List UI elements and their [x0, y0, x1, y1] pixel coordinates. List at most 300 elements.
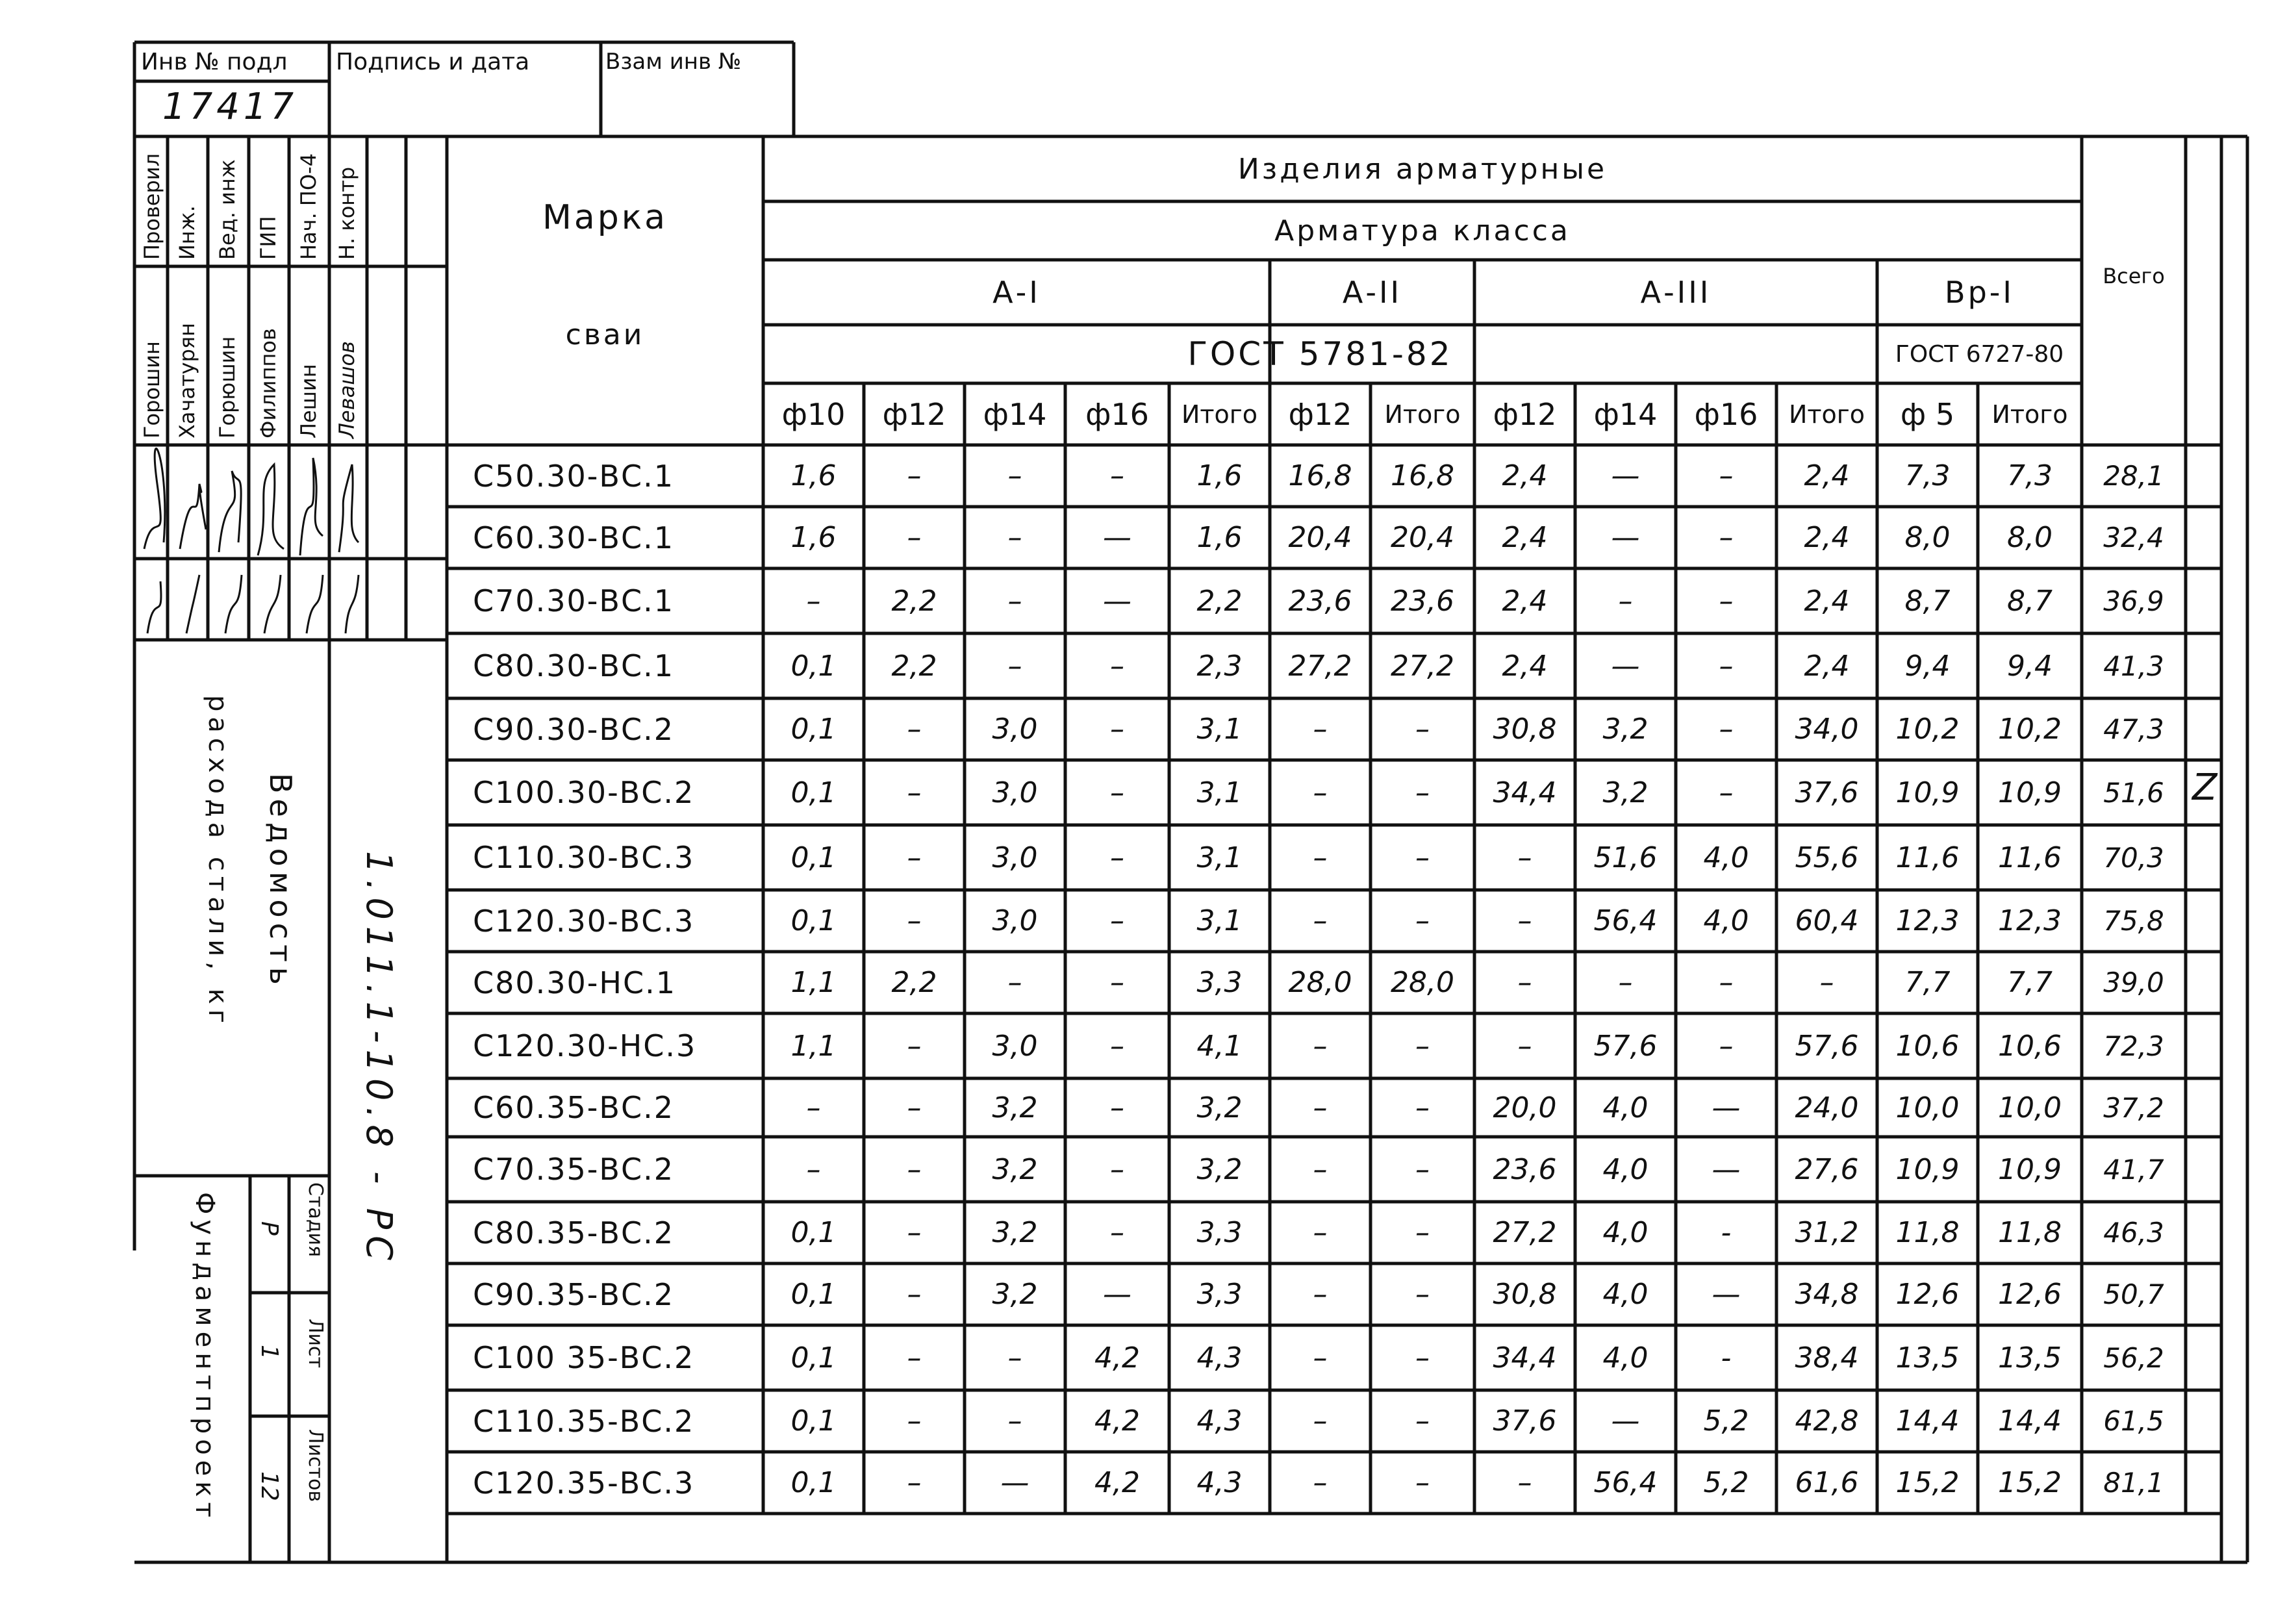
- pile-mark-cell: С100 35-ВС.2: [473, 1340, 695, 1375]
- value-cell: 27,6: [1795, 1152, 1859, 1186]
- value-cell: –: [907, 1091, 922, 1124]
- column-header: Итого: [1788, 400, 1865, 429]
- column-header: Итого: [1181, 400, 1258, 429]
- value-cell: 1,1: [790, 1029, 837, 1063]
- value-cell: –: [806, 1152, 821, 1186]
- margin-mark: Z: [2192, 767, 2218, 809]
- sheets-label: Листов: [304, 1429, 327, 1503]
- value-cell: –: [1415, 1278, 1430, 1311]
- pile-mark-cell: С90.35-ВС.2: [473, 1276, 674, 1312]
- total-cell: 47,3: [2103, 713, 2164, 745]
- value-cell: –: [1313, 1341, 1328, 1375]
- total-cell: 50,7: [2103, 1278, 2164, 1310]
- value-cell: 0,1: [790, 1216, 837, 1249]
- value-cell: –: [1007, 584, 1022, 618]
- role-lead-engineer: Вед. инж: [215, 159, 240, 260]
- value-cell: 7,3: [2007, 459, 2053, 492]
- pile-mark-cell: С110.30-ВС.3: [473, 840, 695, 875]
- value-cell: 15,2: [1895, 1466, 1960, 1499]
- value-cell: 12,6: [1895, 1278, 1960, 1311]
- value-cell: –: [1517, 1029, 1532, 1063]
- value-cell: 27,2: [1288, 649, 1352, 683]
- value-cell: 8,0: [2007, 521, 2053, 554]
- value-cell: —: [1103, 1278, 1131, 1311]
- value-cell: 0,1: [790, 1404, 837, 1438]
- value-cell: –: [1110, 1216, 1124, 1249]
- value-cell: 0,1: [790, 1341, 837, 1375]
- value-cell: 1,6: [1196, 521, 1243, 554]
- value-cell: 34,8: [1795, 1278, 1859, 1311]
- class-a1: А-I: [992, 275, 1041, 310]
- class-header: Арматура класса: [1274, 214, 1571, 247]
- column-header: ф14: [983, 396, 1047, 432]
- value-cell: 3,2: [992, 1091, 1038, 1124]
- value-cell: –: [1110, 649, 1124, 683]
- value-cell: 10,2: [1998, 713, 2062, 746]
- value-cell: 37,6: [1493, 1404, 1557, 1438]
- value-cell: –: [1719, 1029, 1734, 1063]
- org-name: Фундаментпроект: [190, 1192, 220, 1523]
- value-cell: 4,3: [1196, 1404, 1243, 1438]
- value-cell: –: [1007, 1341, 1022, 1375]
- value-cell: –: [1819, 966, 1834, 999]
- total-cell: 39,0: [2103, 967, 2164, 998]
- podpis-data-label: Подпись и дата: [336, 49, 530, 75]
- pile-mark-cell: С100.30-ВС.2: [473, 775, 695, 810]
- value-cell: –: [907, 1341, 922, 1375]
- column-header: ф14: [1593, 396, 1658, 432]
- value-cell: –: [1618, 966, 1633, 999]
- value-cell: 8,7: [2007, 584, 2053, 618]
- value-cell: –: [907, 1152, 922, 1186]
- value-cell: –: [1110, 1091, 1124, 1124]
- value-cell: –: [907, 1216, 922, 1249]
- value-cell: 10,9: [1895, 1152, 1960, 1186]
- mark-header-line1: Марка: [542, 198, 668, 237]
- value-cell: —: [1611, 1404, 1640, 1438]
- column-header: ф16: [1694, 396, 1758, 432]
- value-cell: –: [1618, 584, 1633, 618]
- value-cell: 11,6: [1998, 841, 2062, 874]
- value-cell: –: [1719, 459, 1734, 492]
- sheet-value: 1: [256, 1345, 283, 1360]
- value-cell: 56,4: [1593, 1466, 1658, 1499]
- pile-mark-cell: С120.30-ВС.3: [473, 903, 695, 939]
- sheet-label: Лист: [304, 1319, 327, 1369]
- value-cell: 0,1: [790, 841, 837, 874]
- value-cell: —: [1712, 1091, 1741, 1124]
- value-cell: 23,6: [1391, 584, 1454, 618]
- value-cell: –: [907, 1278, 922, 1311]
- value-cell: –: [1517, 966, 1532, 999]
- value-cell: 4,2: [1094, 1466, 1140, 1499]
- value-cell: –: [907, 1404, 922, 1438]
- value-cell: 2,4: [1804, 649, 1850, 683]
- value-cell: 10,6: [1895, 1029, 1960, 1063]
- value-cell: 2,2: [1196, 584, 1243, 618]
- pile-mark-cell: С110.35-ВС.2: [473, 1403, 695, 1439]
- value-cell: 3,3: [1196, 1278, 1243, 1311]
- value-cell: –: [1415, 1404, 1430, 1438]
- value-cell: –: [1415, 1341, 1430, 1375]
- value-cell: 51,6: [1593, 841, 1658, 874]
- value-cell: –: [1007, 1404, 1022, 1438]
- value-cell: 37,6: [1795, 776, 1859, 809]
- value-cell: 30,8: [1493, 1278, 1557, 1311]
- value-cell: 3,2: [1602, 776, 1649, 809]
- value-cell: 16,8: [1288, 459, 1352, 492]
- value-cell: 10,0: [1998, 1091, 2062, 1124]
- column-header: ф12: [882, 396, 946, 432]
- value-cell: 4,0: [1602, 1278, 1649, 1311]
- role-norm-control: Н. контр: [335, 166, 359, 260]
- value-cell: 30,8: [1493, 713, 1557, 746]
- value-cell: 2,2: [891, 966, 937, 999]
- class-a3: А-III: [1640, 275, 1712, 310]
- gost-bp: ГОСТ 6727-80: [1895, 340, 2064, 368]
- value-cell: 3,2: [1196, 1152, 1243, 1186]
- role-checked: Проверил: [140, 153, 164, 260]
- value-cell: 1,6: [790, 459, 837, 492]
- value-cell: –: [1007, 649, 1022, 683]
- total-cell: 81,1: [2103, 1467, 2164, 1499]
- value-cell: –: [1313, 776, 1328, 809]
- value-cell: 0,1: [790, 776, 837, 809]
- value-cell: 8,0: [1904, 521, 1951, 554]
- inv-podl-label: Инв № подл: [141, 49, 288, 75]
- value-cell: 1,1: [790, 966, 837, 999]
- value-cell: 8,7: [1904, 584, 1951, 618]
- value-cell: –: [907, 841, 922, 874]
- value-cell: 20,4: [1288, 521, 1352, 554]
- value-cell: 5,2: [1703, 1466, 1749, 1499]
- class-bp1: Вр-I: [1945, 275, 2014, 310]
- pile-mark-cell: С60.35-ВС.2: [473, 1090, 674, 1125]
- value-cell: 4,0: [1602, 1091, 1649, 1124]
- vzam-inv-label: Взам инв №: [605, 49, 742, 75]
- value-cell: 3,1: [1196, 776, 1243, 809]
- value-cell: 27,2: [1391, 649, 1454, 683]
- value-cell: 16,8: [1391, 459, 1454, 492]
- value-cell: 2,4: [1502, 459, 1548, 492]
- value-cell: –: [1719, 776, 1734, 809]
- value-cell: 3,2: [1602, 713, 1649, 746]
- value-cell: 28,0: [1391, 966, 1454, 999]
- sheets-value: 12: [256, 1471, 283, 1501]
- value-cell: –: [1415, 1152, 1430, 1186]
- value-cell: –: [1719, 584, 1734, 618]
- value-cell: 0,1: [790, 713, 837, 746]
- value-cell: 12,6: [1998, 1278, 2062, 1311]
- value-cell: 2,4: [1502, 521, 1548, 554]
- value-cell: 23,6: [1493, 1152, 1557, 1186]
- value-cell: –: [1313, 841, 1328, 874]
- value-cell: –: [1415, 904, 1430, 937]
- value-cell: 3,0: [992, 904, 1038, 937]
- value-cell: 11,8: [1998, 1216, 2062, 1249]
- value-cell: 10,9: [1895, 776, 1960, 809]
- value-cell: 2,4: [1804, 521, 1850, 554]
- value-cell: –: [806, 1091, 821, 1124]
- value-cell: –: [1415, 1216, 1430, 1249]
- value-cell: 3,0: [992, 776, 1038, 809]
- value-cell: 28,0: [1288, 966, 1352, 999]
- value-cell: 24,0: [1795, 1091, 1859, 1124]
- value-cell: 3,2: [1196, 1091, 1243, 1124]
- value-cell: 34,4: [1493, 776, 1557, 809]
- value-cell: 57,6: [1593, 1029, 1658, 1063]
- value-cell: 4,0: [1602, 1216, 1649, 1249]
- value-cell: 10,6: [1998, 1029, 2062, 1063]
- value-cell: –: [907, 459, 922, 492]
- value-cell: 0,1: [790, 1278, 837, 1311]
- value-cell: 2,4: [1804, 459, 1850, 492]
- value-cell: –: [1415, 776, 1430, 809]
- value-cell: 1,6: [1196, 459, 1243, 492]
- value-cell: –: [907, 776, 922, 809]
- total-cell: 28,1: [2103, 460, 2164, 492]
- column-header: ф 5: [1900, 396, 1955, 432]
- value-cell: 12,3: [1895, 904, 1960, 937]
- value-cell: 3,1: [1196, 713, 1243, 746]
- value-cell: 10,9: [1998, 1152, 2062, 1186]
- total-cell: 61,5: [2103, 1405, 2164, 1437]
- pile-mark-cell: С80.30-ВС.1: [473, 648, 674, 683]
- value-cell: –: [907, 713, 922, 746]
- value-cell: 27,2: [1493, 1216, 1557, 1249]
- value-cell: –: [1110, 459, 1124, 492]
- value-cell: 4,3: [1196, 1466, 1243, 1499]
- value-cell: 10,0: [1895, 1091, 1960, 1124]
- value-cell: 10,9: [1998, 776, 2062, 809]
- stage-label: Стадия: [304, 1182, 327, 1258]
- value-cell: –: [1313, 1091, 1328, 1124]
- value-cell: 2,4: [1502, 584, 1548, 618]
- value-cell: –: [1110, 841, 1124, 874]
- value-cell: 20,0: [1493, 1091, 1557, 1124]
- value-cell: –: [1313, 713, 1328, 746]
- value-cell: –: [1313, 1278, 1328, 1311]
- doc-code: 1.011.1-10.8 - РС: [359, 851, 399, 1267]
- value-cell: 9,4: [2007, 649, 2053, 683]
- value-cell: 7,3: [1904, 459, 1951, 492]
- value-cell: 61,6: [1795, 1466, 1859, 1499]
- value-cell: 7,7: [1904, 966, 1951, 999]
- value-cell: –: [907, 1029, 922, 1063]
- total-cell: 72,3: [2103, 1030, 2164, 1062]
- title-line1: Ведомость: [263, 773, 298, 990]
- value-cell: 3,3: [1196, 1216, 1243, 1249]
- value-cell: 4,0: [1703, 904, 1749, 937]
- value-cell: —: [1000, 1466, 1030, 1499]
- column-header: ф12: [1288, 396, 1352, 432]
- value-cell: 2,3: [1196, 649, 1243, 683]
- value-cell: 12,3: [1998, 904, 2062, 937]
- class-a2: А-II: [1342, 275, 1402, 310]
- value-cell: 14,4: [1998, 1404, 2062, 1438]
- value-cell: 34,4: [1493, 1341, 1557, 1375]
- pile-mark-cell: С70.30-ВС.1: [473, 583, 674, 618]
- value-cell: –: [1415, 1466, 1430, 1499]
- value-cell: 38,4: [1795, 1341, 1859, 1375]
- value-cell: –: [1313, 1216, 1328, 1249]
- name-filippov: Филиппов: [256, 328, 281, 438]
- value-cell: 3,0: [992, 841, 1038, 874]
- pile-mark-cell: С90.30-ВС.2: [473, 711, 674, 747]
- value-cell: —: [1611, 649, 1640, 683]
- mark-header-line2: сваи: [565, 318, 645, 351]
- value-cell: 3,2: [992, 1152, 1038, 1186]
- value-cell: 1,6: [790, 521, 837, 554]
- value-cell: 15,2: [1998, 1466, 2062, 1499]
- value-cell: –: [1313, 1404, 1328, 1438]
- total-cell: 51,6: [2103, 776, 2164, 809]
- value-cell: 4,3: [1196, 1341, 1243, 1375]
- column-header: ф16: [1085, 396, 1149, 432]
- value-cell: 34,0: [1795, 713, 1859, 746]
- value-cell: —: [1103, 521, 1131, 554]
- pile-mark-cell: С70.35-ВС.2: [473, 1152, 674, 1187]
- total-cell: 41,3: [2103, 650, 2164, 682]
- value-cell: –: [1313, 1466, 1328, 1499]
- total-cell: 36,9: [2103, 585, 2164, 617]
- total-cell: 46,3: [2103, 1217, 2164, 1249]
- pile-mark-cell: С120.35-ВС.3: [473, 1465, 695, 1501]
- value-cell: —: [1611, 521, 1640, 554]
- value-cell: –: [1517, 841, 1532, 874]
- total-header: Всего: [2103, 264, 2165, 288]
- role-head-po4: Нач. ПО-4: [296, 153, 321, 260]
- value-cell: –: [1007, 459, 1022, 492]
- inv-number: 17417: [162, 86, 298, 128]
- value-cell: -: [1721, 1341, 1732, 1375]
- value-cell: –: [1110, 904, 1124, 937]
- value-cell: –: [1313, 1152, 1328, 1186]
- value-cell: 3,1: [1196, 904, 1243, 937]
- role-chief-project-engineer: ГИП: [256, 216, 281, 260]
- value-cell: 4,0: [1602, 1341, 1649, 1375]
- value-cell: –: [1415, 1091, 1430, 1124]
- value-cell: 10,2: [1895, 713, 1960, 746]
- value-cell: 13,5: [1998, 1341, 2062, 1375]
- value-cell: 42,8: [1795, 1404, 1859, 1438]
- value-cell: –: [1719, 521, 1734, 554]
- value-cell: –: [1415, 1029, 1430, 1063]
- value-cell: 9,4: [1904, 649, 1951, 683]
- value-cell: 11,8: [1895, 1216, 1960, 1249]
- column-header: ф10: [781, 396, 846, 432]
- value-cell: 3,0: [992, 1029, 1038, 1063]
- value-cell: –: [1719, 713, 1734, 746]
- value-cell: —: [1712, 1278, 1741, 1311]
- value-cell: 3,3: [1196, 966, 1243, 999]
- value-cell: –: [1110, 776, 1124, 809]
- value-cell: -: [1721, 1216, 1732, 1249]
- value-cell: –: [1517, 1466, 1532, 1499]
- name-leshin: Лешин: [296, 364, 321, 438]
- value-cell: 3,1: [1196, 841, 1243, 874]
- value-cell: 7,7: [2007, 966, 2053, 999]
- column-header: Итого: [1991, 400, 2068, 429]
- value-cell: –: [806, 584, 821, 618]
- value-cell: –: [1110, 1029, 1124, 1063]
- value-cell: –: [1110, 1152, 1124, 1186]
- value-cell: 4,2: [1094, 1341, 1140, 1375]
- value-cell: 60,4: [1795, 904, 1859, 937]
- value-cell: 5,2: [1703, 1404, 1749, 1438]
- value-cell: —: [1103, 584, 1131, 618]
- total-cell: 56,2: [2103, 1341, 2164, 1374]
- title-line2: расхода стали, кг: [203, 695, 233, 1028]
- role-engineer: Инж.: [175, 205, 199, 260]
- value-cell: –: [907, 904, 922, 937]
- value-cell: –: [1007, 521, 1022, 554]
- value-cell: 11,6: [1895, 841, 1960, 874]
- value-cell: –: [1415, 841, 1430, 874]
- total-cell: 70,3: [2103, 841, 2164, 874]
- value-cell: 23,6: [1288, 584, 1352, 618]
- total-cell: 41,7: [2103, 1153, 2164, 1186]
- name-goroshin: Горошин: [140, 341, 164, 438]
- column-header: Итого: [1384, 400, 1461, 429]
- value-cell: 13,5: [1895, 1341, 1960, 1375]
- name-levashov: Левашов: [335, 341, 359, 438]
- value-cell: –: [1007, 966, 1022, 999]
- value-cell: 3,2: [992, 1216, 1038, 1249]
- name-goryushin: Горюшин: [215, 336, 240, 438]
- name-khachaturyan: Хачатурян: [175, 322, 199, 438]
- value-cell: 57,6: [1795, 1029, 1859, 1063]
- value-cell: –: [1517, 904, 1532, 937]
- value-cell: 55,6: [1795, 841, 1859, 874]
- value-cell: 2,4: [1804, 584, 1850, 618]
- pile-mark-cell: С50.30-ВС.1: [473, 458, 674, 494]
- value-cell: 4,0: [1703, 841, 1749, 874]
- value-cell: —: [1712, 1152, 1741, 1186]
- value-cell: 56,4: [1593, 904, 1658, 937]
- value-cell: 20,4: [1391, 521, 1454, 554]
- handwritten-signatures: [134, 445, 368, 640]
- gost-main: ГОСТ 5781-82: [1187, 335, 1453, 373]
- value-cell: —: [1611, 459, 1640, 492]
- value-cell: 14,4: [1895, 1404, 1960, 1438]
- value-cell: 31,2: [1795, 1216, 1859, 1249]
- pile-mark-cell: С80.30-НС.1: [473, 965, 677, 1000]
- total-cell: 75,8: [2103, 905, 2164, 937]
- total-cell: 37,2: [2103, 1091, 2164, 1124]
- value-cell: 2,2: [891, 584, 937, 618]
- value-cell: 3,0: [992, 713, 1038, 746]
- pile-mark-cell: С60.30-ВС.1: [473, 520, 674, 555]
- products-header: Изделия арматурные: [1237, 152, 1608, 186]
- value-cell: –: [1313, 904, 1328, 937]
- value-cell: –: [1719, 966, 1734, 999]
- value-cell: 3,2: [992, 1278, 1038, 1311]
- value-cell: 2,4: [1502, 649, 1548, 683]
- value-cell: –: [907, 1466, 922, 1499]
- value-cell: 4,1: [1196, 1029, 1243, 1063]
- value-cell: –: [1415, 713, 1430, 746]
- value-cell: –: [1313, 1029, 1328, 1063]
- value-cell: 4,2: [1094, 1404, 1140, 1438]
- value-cell: 2,2: [891, 649, 937, 683]
- value-cell: –: [1110, 966, 1124, 999]
- pile-mark-cell: С120.30-НС.3: [473, 1028, 697, 1063]
- value-cell: 0,1: [790, 904, 837, 937]
- value-cell: –: [1719, 649, 1734, 683]
- value-cell: 0,1: [790, 1466, 837, 1499]
- pile-mark-cell: С80.35-ВС.2: [473, 1215, 674, 1250]
